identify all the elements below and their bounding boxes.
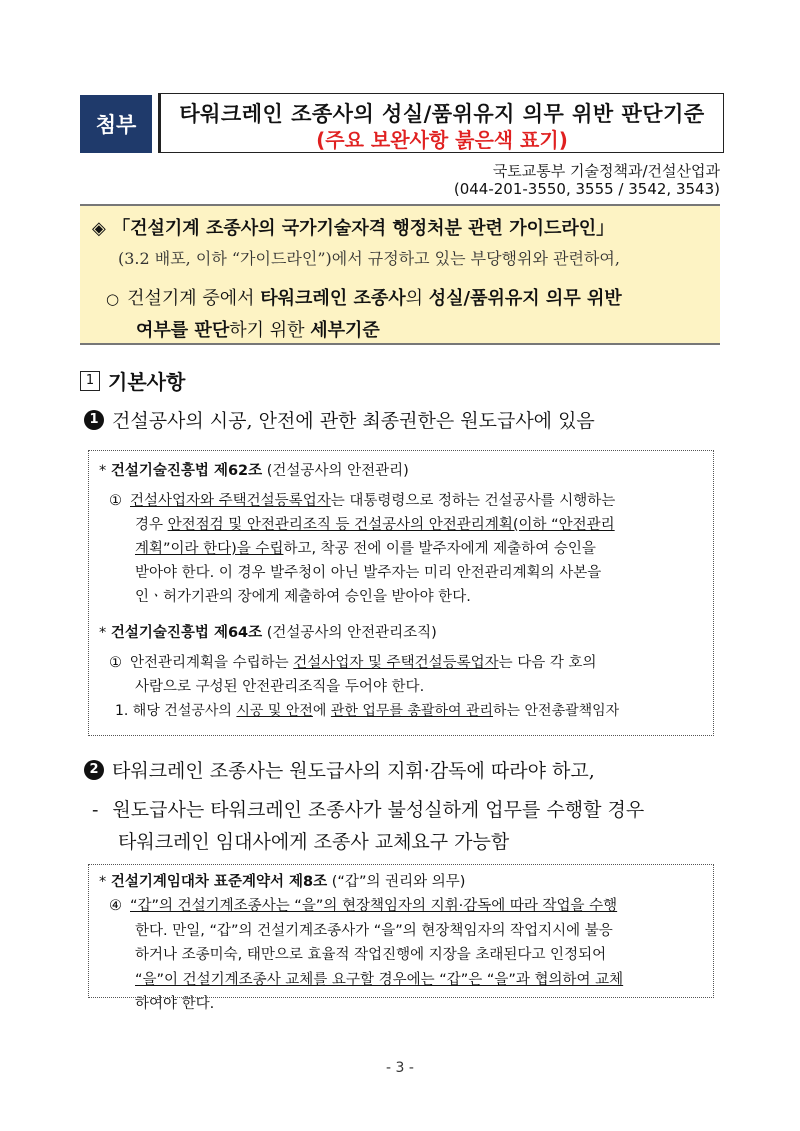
- contract-paragraph: ④ “갑”의 건설기계조종사는 “을”의 현장책임자의 지휘·감독에 따라 작업을 수행 한다. 만일, “갑”의 건설기계조종사가 “을”의 현장책임자의 작업지시에 불응 하거나 조종미숙, 태만으로 효율적 작업진행에 지장을 초래된다고 인정되어 “을”이 건설기계조종사 교체를 요구할 경우에는 “갑”은 “을”과 협의하여 교체 하여야 한다.: [109, 898, 624, 1012]
- summary-line-1: ◈ 「건설기계 조종사의 국가기술자격 행정처분 관련 가이드라인」: [92, 218, 615, 239]
- summary-line-4: 여부를 판단하기 위한 세부기준: [136, 320, 380, 341]
- circle-bullet-icon: ○: [106, 290, 120, 308]
- contract-reference: * 건설기계임대차 표준계약서 제8조 (“갑”의 권리와 의무): [99, 874, 466, 890]
- point-1-text: 건설공사의 시공, 안전에 관한 최종권한은 원도급사에 있음: [112, 410, 595, 432]
- summary-box: [80, 204, 720, 345]
- contact-phone: (044-201-3550, 3555 / 3542, 3543): [453, 180, 720, 198]
- law-reference-64: * 건설기술진흥법 제64조 (건설공사의 안전관리조직): [99, 625, 437, 641]
- section-number: 1: [80, 371, 100, 391]
- number-bullet-icon: 1: [84, 410, 104, 430]
- diamond-icon: ◈: [92, 218, 106, 239]
- summary-line-3: ○ 건설기계 중에서 타워크레인 조종사의 성실/품위유지 의무 위반: [106, 288, 622, 309]
- page-number: - 3 -: [386, 1060, 414, 1076]
- document-title: 타워크레인 조종사의 성실/품위유지 의무 위반 판단기준: [179, 102, 705, 126]
- point-1: [84, 406, 595, 433]
- law-64-paragraph: ① 안전관리계획을 수립하는 건설사업자 및 주택건설등록업자는 다음 각 호의 사람으로 구성된 안전관리조직을 두어야 한다. 1. 해당 건설공사의 시공 및 안전에 관한 업무를 총괄하여 관리하는 안전총괄책임자: [109, 655, 620, 719]
- department: 국토교통부 기술정책과/건설산업과: [492, 162, 720, 180]
- attachment-tag: [80, 95, 152, 153]
- document-subtitle: (주요 보완사항 붉은색 표기): [316, 128, 568, 152]
- attachment-tag-label: 첨부: [95, 113, 137, 137]
- section-title: 기본사항: [108, 370, 186, 394]
- law-reference-box-2: [88, 864, 714, 1012]
- title-box: [158, 93, 724, 153]
- law-reference-box-1: [88, 450, 714, 736]
- point-2-text: 타워크레인 조종사는 원도급사의 지휘·감독에 따라야 하고,: [112, 760, 595, 782]
- law-62-paragraph: ① 건설사업자와 주택건설등록업자는 대통령령으로 정하는 건설공사를 시행하는 경우 안전점검 및 안전관리조직 등 건설공사의 안전관리계획(이하 “안전관리 계획”이라 한다)을 수립하고, 착공 전에 이를 발주자에게 제출하여 승인을 받아야 한다. 이 경우 발주청이 아닌 발주자는 미리 안전관리계획의 사본을 인ㆍ허가기관의 장에게 제출하여 승인을 받아야 한다.: [109, 493, 616, 605]
- section-heading: [80, 366, 185, 395]
- point-2: [84, 756, 595, 783]
- law-reference-62: * 건설기술진흥법 제62조 (건설공사의 안전관리): [99, 463, 409, 479]
- number-bullet-icon: 2: [84, 760, 104, 780]
- point-2-sub: - 원도급사는 타워크레인 조종사가 불성실하게 업무를 수행할 경우 타워크레인 임대사에게 조종사 교체요구 가능함: [92, 799, 645, 853]
- summary-line-2: (3.2 배포, 이하 “가이드라인”)에서 규정하고 있는 부당행위와 관련하여,: [118, 249, 620, 268]
